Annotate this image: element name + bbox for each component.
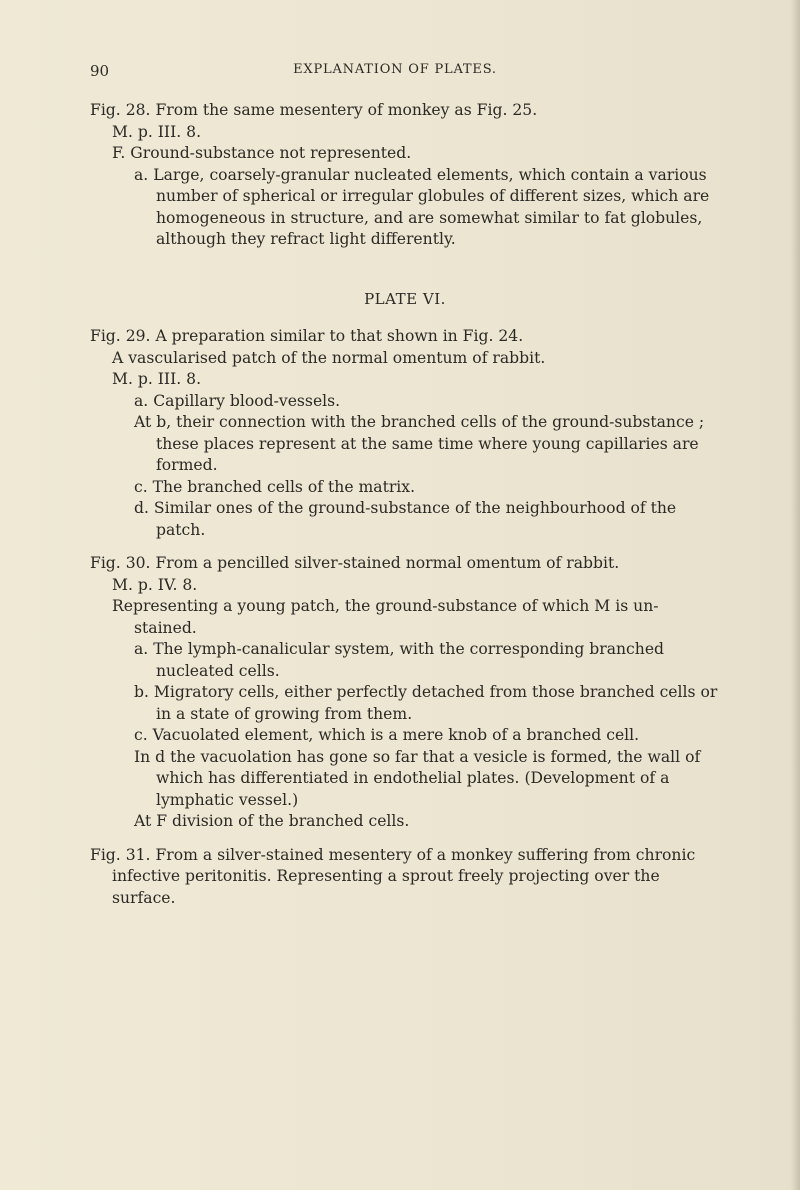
fig-28-f-note: F. Ground-substance not represented. — [112, 144, 412, 162]
fig-28-heading: Fig. 28. From the same mesentery of monkey as Fig. 25. — [90, 101, 538, 119]
fig-29-magnification: M. p. III. 8. — [112, 370, 202, 388]
page-number: 90 — [90, 62, 110, 80]
fig-29-c-note: c. The branched cells of the matrix. — [134, 477, 416, 496]
fig-30-description: Representing a young patch, the ground-substance of which M is un-stained. — [112, 597, 659, 637]
fig-30-magnification: M. p. IV. 8. — [112, 575, 198, 594]
running-head — [90, 62, 700, 82]
fig-30-a-note: a. The lymph-canalicular system, with the corresponding branched nucleated cells. — [134, 640, 665, 680]
fig-29-b-note: At b, their connection with the branched cells of the ground-substance ; these places represent at the same time where young capillaries are formed. — [134, 413, 705, 474]
fig-31-text: Fig. 31. From a silver-stained mesentery of a monkey suffering from chronic infective peritonitis. Representing a sprout freely projecting over the surface. — [90, 845, 696, 907]
page-edge-shadow — [790, 0, 800, 1190]
running-title: EXPLANATION OF PLATES. — [293, 62, 497, 77]
plate-title: PLATE VI. — [364, 289, 446, 308]
fig-28-a-note: a. Large, coarsely-granular nucleated elements, which contain a various number of spherical or irregular globules of different sizes, which are homogeneous in structure, and are somewhat similar to fat globules, although they refract light differently. — [134, 165, 710, 248]
fig-30-heading: Fig. 30. From a pencilled silver-stained normal omentum of rabbit. — [90, 554, 620, 572]
fig-30-f-note: At F division of the branched cells. — [134, 812, 410, 830]
fig-28-magnification: M. p. III. 8. — [112, 122, 202, 141]
fig-29-a-note: a. Capillary blood-vessels. — [134, 391, 341, 410]
fig-29-heading: Fig. 29. A preparation similar to that shown in Fig. 24. — [90, 327, 524, 345]
page-body — [90, 100, 720, 909]
fig-29-description: A vascularised patch of the normal omentum of rabbit. — [112, 348, 546, 367]
fig-30-b-note: b. Migratory cells, either perfectly detached from those branched cells or in a state of growing from them. — [134, 683, 718, 723]
fig-29-d-note: d. Similar ones of the ground-substance of the neighbourhood of the patch. — [134, 499, 677, 539]
fig-30-c-note: c. Vacuolated element, which is a mere knob of a branched cell. — [134, 726, 640, 744]
fig-30-d-note: In d the vacuolation has gone so far that a vesicle is formed, the wall of which has differentiated in endothelial plates. (Development of a lymphatic vessel.) — [134, 747, 701, 809]
